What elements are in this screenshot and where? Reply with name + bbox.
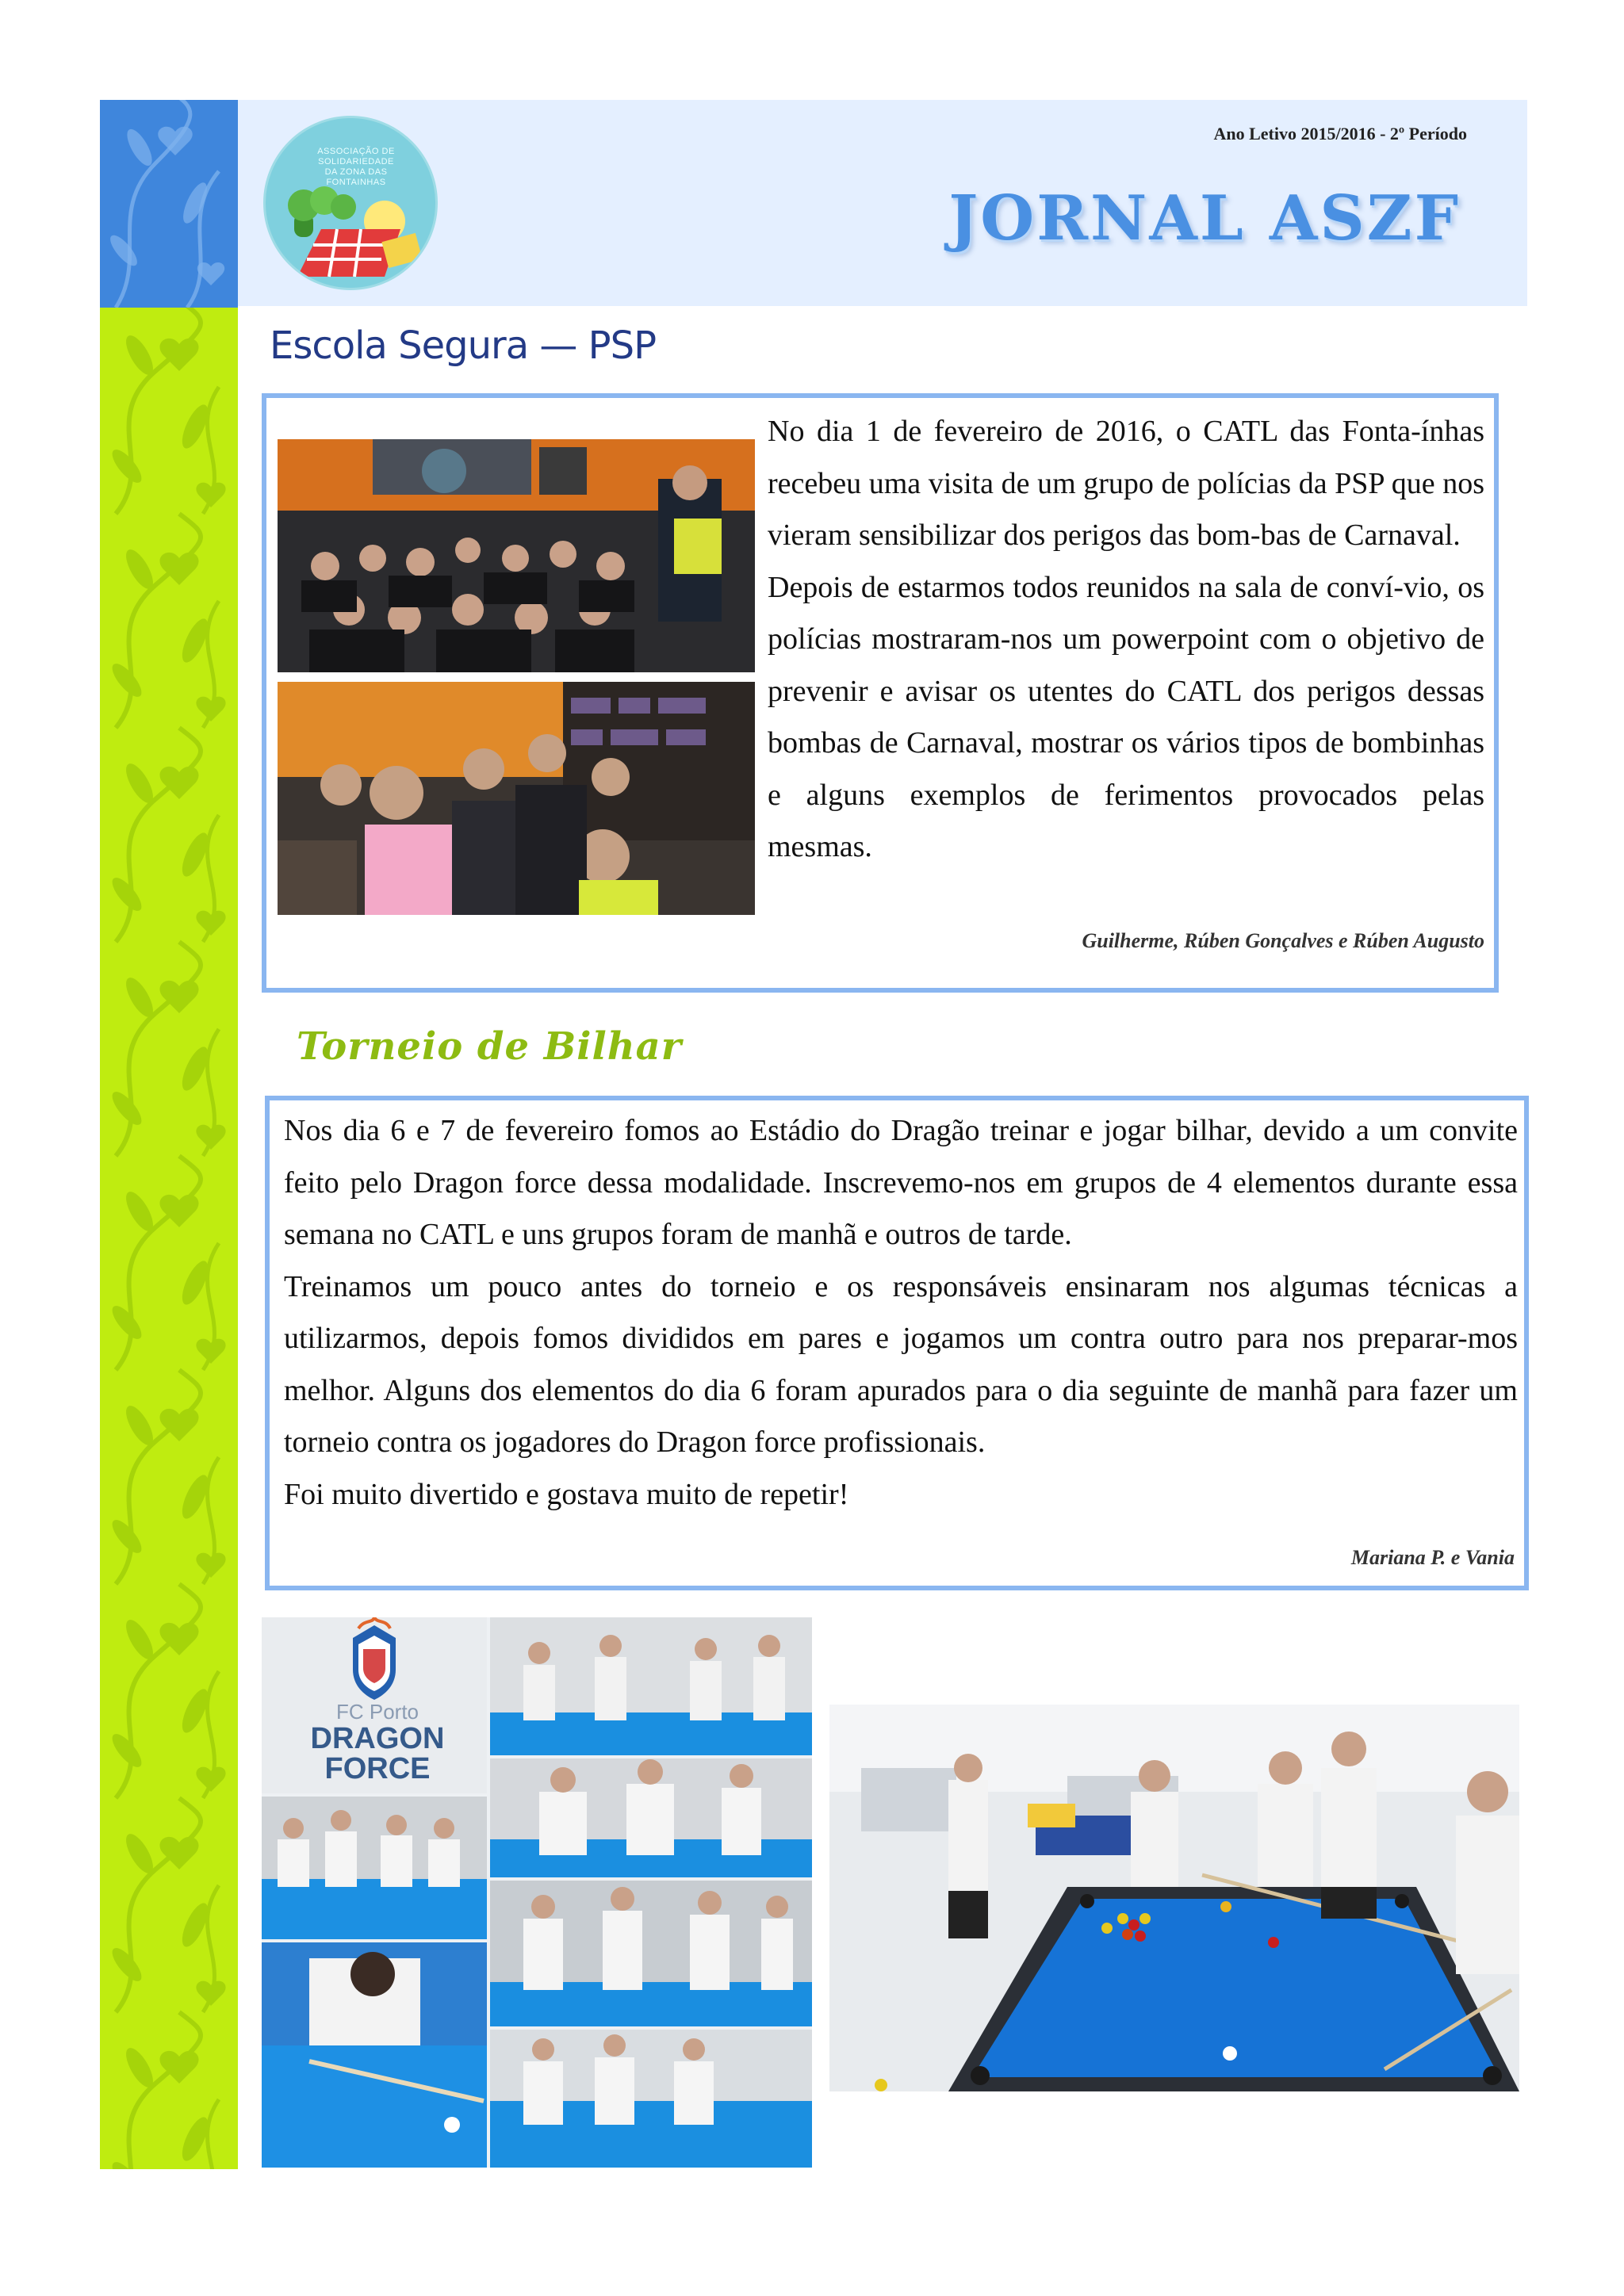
section-title-torneio-bilhar: Torneio de Bilhar: [297, 1024, 683, 1069]
photo-billiards-table: [829, 1705, 1519, 2091]
photo-children-watching: [278, 682, 755, 915]
section-title-escola-segura: Escola Segura — PSP: [270, 323, 657, 368]
photo-classroom-police-talk: [278, 439, 755, 672]
article-body-escola-segura: [768, 406, 1484, 874]
decorative-stripe-blue: [100, 100, 238, 308]
article-escola-segura: [262, 393, 1499, 993]
school-year-label: Ano Letivo 2015/2016 - 2º Período: [1213, 124, 1467, 144]
photo-collage-billiards: [262, 1617, 812, 2168]
sign-text-dragon: DRAGON: [310, 1722, 445, 1755]
article-body-torneio-bilhar: [284, 1105, 1518, 1521]
article-paragraph: Depois de estarmos todos reunidos na sala de conví-vio, os polícias mostraram-nos um powerpoint com o objetivo de prevenir e avisar os utentes do CATL dos perigos dessas bombas de Carnaval, mostrar os vários tipos de bombinhas e alguns exemplos de ferimentos provocados pelas mesmas.: [768, 570, 1484, 863]
article-paragraph: Foi muito divertido e gostava muito de repetir!: [284, 1477, 849, 1511]
article-paragraph: Treinamos um pouco antes do torneio e os responsáveis ensinaram nos algumas técnicas a utilizarmos, depois fomos divididos em pares e jogamos um contra outro para nos preparar-mos melhor. Alguns dos elementos do dia 6 foram apurados para o dia seguinte de manhã para fazer um torneio contra os jogadores do Dragon force profissionais.: [284, 1269, 1518, 1459]
association-logo: [263, 116, 438, 290]
decorative-stripe-green: [100, 308, 238, 2169]
newspaper-title: JORNAL ASZF: [948, 182, 1461, 254]
article-signature: Mariana P. e Vania: [1350, 1546, 1515, 1569]
sign-text-fc-porto: FC Porto: [335, 1700, 419, 1724]
article-paragraph: No dia 1 de fevereiro de 2016, o CATL das Fonta-ínhas recebeu uma visita de um grupo de polícias da PSP que nos vieram sensibilizar dos perigos das bom-bas de Carnaval.: [768, 415, 1484, 552]
newspaper-header: [238, 100, 1527, 306]
sign-text-force: FORCE: [324, 1752, 431, 1785]
article-paragraph: Nos dia 6 e 7 de fevereiro fomos ao Estádio do Dragão treinar e jogar bilhar, devido a um convite feito pelo Dragon force dessa modalidade. Inscrevemo-nos em grupos de 4 elementos durante essa semana no CATL e uns grupos foram de manhã e outros de tarde.: [284, 1114, 1518, 1251]
logo-caption: ASSOCIAÇÃO DE SOLIDARIEDADE DA ZONA DAS FONTAINHAS: [317, 147, 395, 187]
article-torneio-bilhar: [265, 1096, 1529, 1590]
article-signature: Guilherme, Rúben Gonçalves e Rúben Augusto: [1082, 929, 1484, 952]
